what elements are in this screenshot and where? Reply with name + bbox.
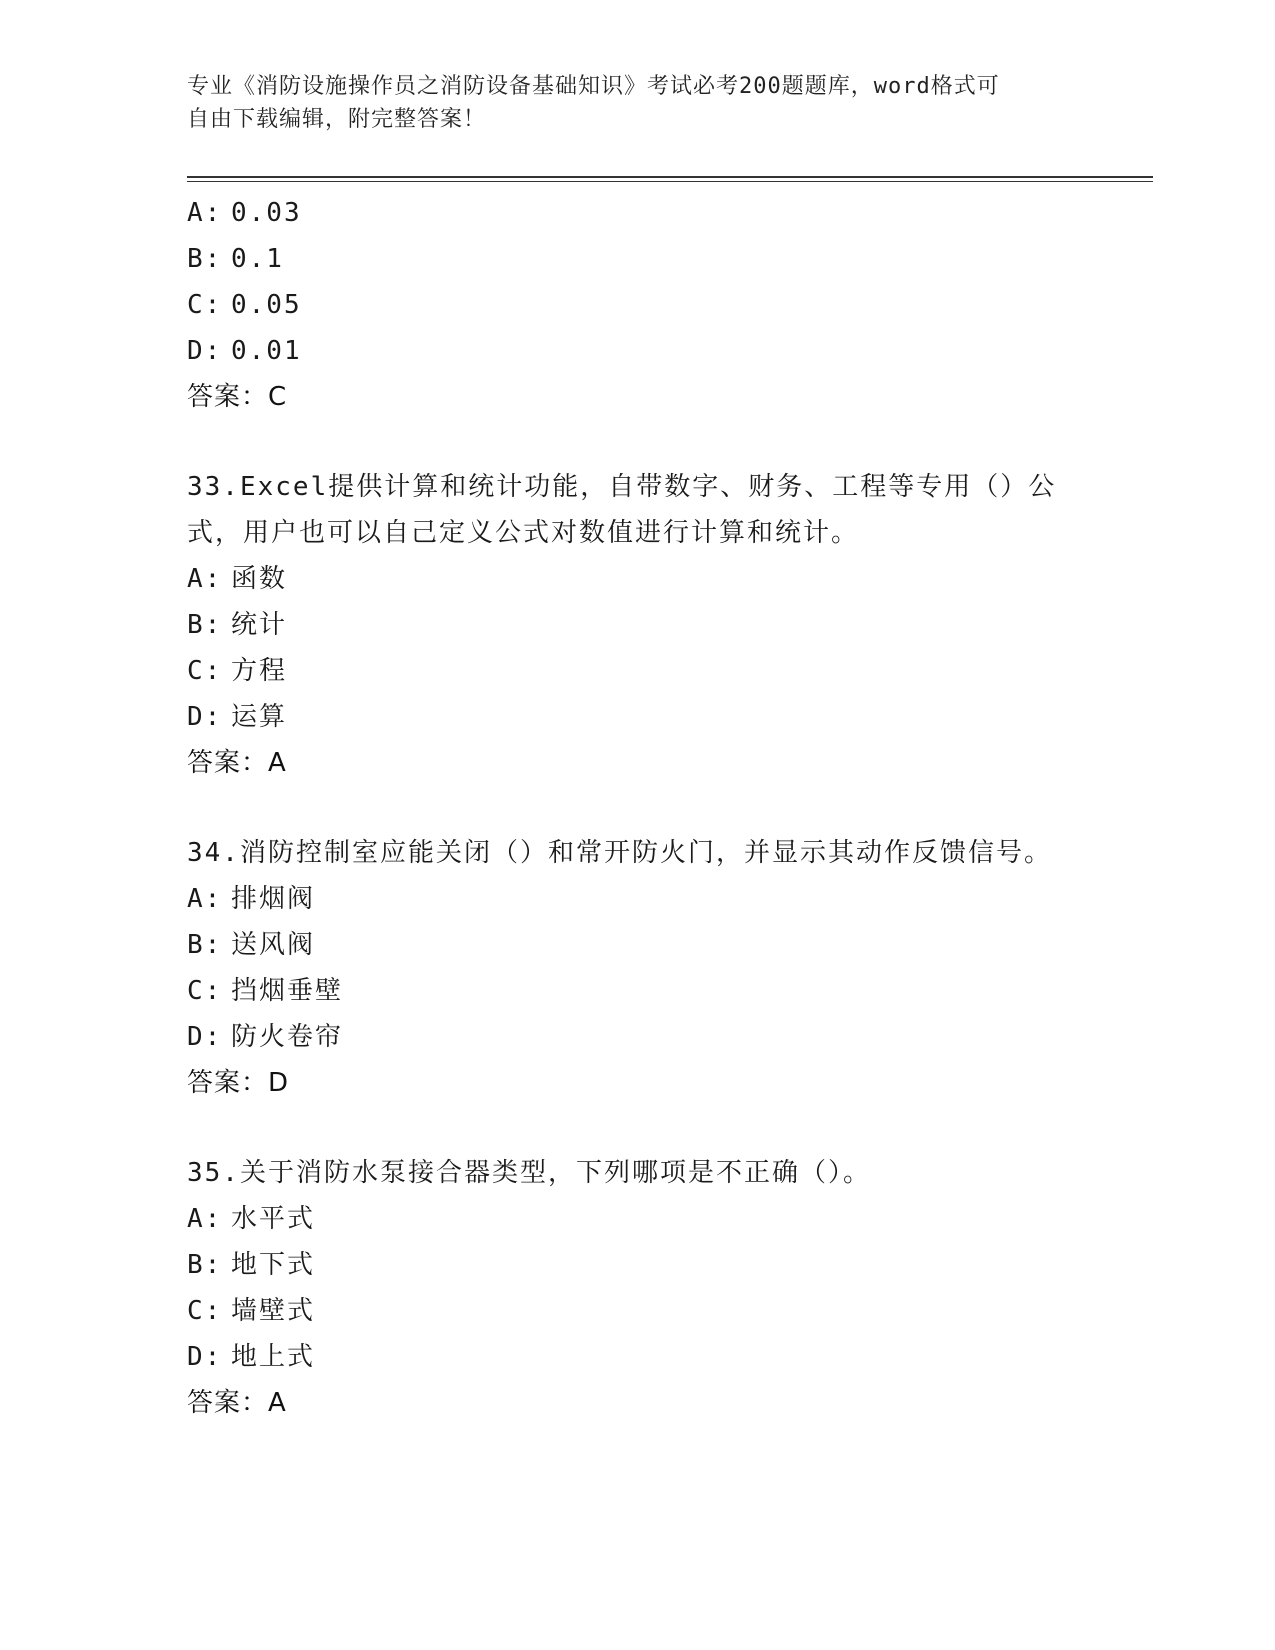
- option-label: C:: [187, 1296, 223, 1326]
- answer-line: 答案：C: [187, 382, 288, 412]
- header-divider-thick: [187, 176, 1153, 178]
- option-a: [187, 556, 1067, 602]
- option-label: A:: [187, 198, 223, 228]
- question-stem-line-1: [187, 830, 1067, 876]
- option-a: [187, 876, 1067, 922]
- question-block-32: [187, 190, 1067, 420]
- option-label: A:: [187, 564, 223, 594]
- question-list: [187, 190, 1067, 1426]
- header-line-1: 专业《消防设施操作员之消防设备基础知识》考试必考200题题库，word格式可: [187, 74, 1000, 99]
- option-c: [187, 1288, 1067, 1334]
- question-text: 关于消防水泵接合器类型，下列哪项是不正确（）。: [239, 1158, 871, 1188]
- question-text: Excel提供计算和统计功能，自带数字、财务、工程等专用（）公: [239, 472, 1057, 502]
- option-text: 函数: [231, 564, 288, 594]
- option-d: [187, 694, 1067, 740]
- answer-line: 答案：A: [187, 748, 287, 778]
- option-a: [187, 1196, 1067, 1242]
- option-label: D:: [187, 1342, 223, 1372]
- option-b: [187, 1242, 1067, 1288]
- answer-line: 答案：D: [187, 1068, 290, 1098]
- option-text: 0.01: [231, 336, 302, 366]
- option-c: [187, 968, 1067, 1014]
- option-d: [187, 328, 1067, 374]
- option-d: [187, 1014, 1067, 1060]
- option-c: [187, 282, 1067, 328]
- header-divider-thin: [187, 181, 1153, 182]
- option-label: C:: [187, 656, 223, 686]
- option-label: D:: [187, 336, 223, 366]
- option-label: B:: [187, 244, 223, 274]
- option-b: [187, 922, 1067, 968]
- option-text: 0.1: [231, 244, 284, 274]
- option-text: 水平式: [231, 1204, 316, 1234]
- option-text: 防火卷帘: [231, 1022, 344, 1052]
- option-text: 送风阀: [231, 930, 316, 960]
- option-label: D:: [187, 702, 223, 732]
- option-label: A:: [187, 884, 223, 914]
- option-label: A:: [187, 1204, 223, 1234]
- option-text: 地下式: [231, 1250, 316, 1280]
- question-number: 34.: [187, 838, 240, 868]
- header-line-2: 自由下载编辑，附完整答案！: [187, 107, 487, 132]
- answer-line: 答案：A: [187, 1388, 287, 1418]
- option-label: B:: [187, 1250, 223, 1280]
- document-header: [187, 70, 1067, 136]
- option-a: [187, 190, 1067, 236]
- option-b: [187, 236, 1067, 282]
- option-text: 地上式: [231, 1342, 316, 1372]
- question-block-35: [187, 1150, 1067, 1426]
- question-stem-line-1: [187, 464, 1067, 510]
- option-label: C:: [187, 976, 223, 1006]
- option-text: 挡烟垂壁: [231, 976, 344, 1006]
- option-text: 统计: [231, 610, 288, 640]
- option-text: 墙壁式: [231, 1296, 316, 1326]
- option-text: 排烟阀: [231, 884, 316, 914]
- option-text: 运算: [231, 702, 288, 732]
- option-text: 方程: [231, 656, 288, 686]
- option-d: [187, 1334, 1067, 1380]
- option-b: [187, 602, 1067, 648]
- question-text: 消防控制室应能关闭（）和常开防火门，并显示其动作反馈信号。: [239, 838, 1052, 868]
- question-block-34: [187, 830, 1067, 1106]
- option-c: [187, 648, 1067, 694]
- option-text: 0.05: [231, 290, 302, 320]
- option-text: 0.03: [231, 198, 302, 228]
- question-stem-line-1: [187, 1150, 1067, 1196]
- question-number: 35.: [187, 1158, 240, 1188]
- option-label: D:: [187, 1022, 223, 1052]
- option-label: B:: [187, 930, 223, 960]
- question-number: 33.: [187, 472, 240, 502]
- question-block-33: [187, 464, 1067, 786]
- option-label: C:: [187, 290, 223, 320]
- question-stem-line-2: 式，用户也可以自己定义公式对数值进行计算和统计。: [187, 518, 860, 548]
- option-label: B:: [187, 610, 223, 640]
